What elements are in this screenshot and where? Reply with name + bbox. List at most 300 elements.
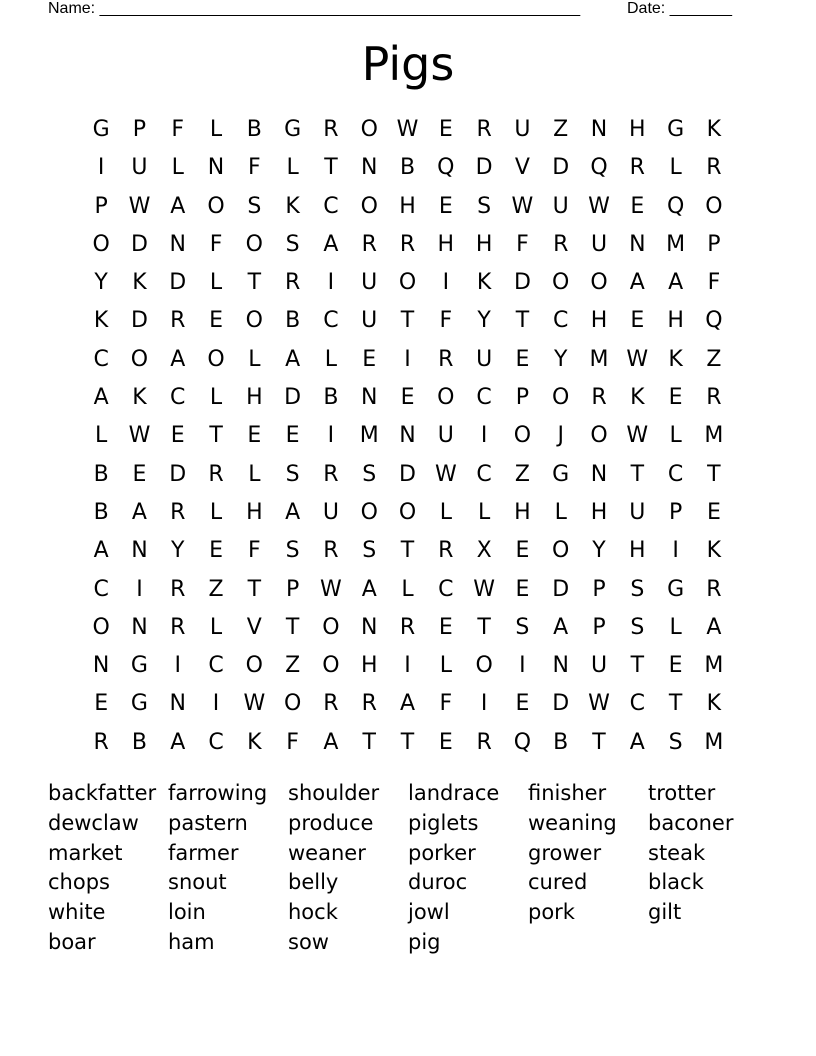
grid-letter: H [629,538,646,564]
grid-letter: U [131,155,148,181]
grid-letter: L [209,117,223,142]
grid-letter: E [438,614,453,640]
grid-letter: N [92,653,110,679]
grid-row [82,149,733,187]
grid-letter: J [557,423,564,449]
grid-letter: N [131,538,148,564]
grid-letter: L [439,499,452,525]
grid-letter: O [398,499,417,525]
grid-letter: I [404,653,411,679]
grid-letter: C [170,385,186,411]
word-bank-item: porker [408,840,476,865]
grid-letter: O [360,117,378,142]
grid-letter: T [707,461,721,487]
grid-letter: V [514,155,530,181]
grid-letter: W [511,193,534,219]
grid-letter: Y [592,538,606,564]
grid-letter: E [668,385,683,411]
grid-letter: H [590,499,608,525]
grid-letter: K [706,691,722,717]
grid-letter: D [513,270,531,296]
grid-letter: M [589,346,609,372]
grid-letter: A [285,346,301,372]
grid-letter: G [667,576,685,602]
grid-letter: T [324,155,338,181]
grid-letter: L [209,614,223,640]
grid-letter: E [668,653,683,679]
grid-letter: P [668,499,683,525]
word-bank-item: jowl [408,900,450,925]
grid-letter: H [360,653,378,679]
grid-letter: O [513,423,532,449]
grid-letter: C [476,385,492,411]
date-field-line: Date: _______ [627,0,732,17]
grid-letter: Q [705,308,723,334]
grid-letter: A [361,576,377,602]
grid-letter: W [588,193,610,219]
grid-letter: R [706,385,722,411]
grid-letter: U [590,231,608,257]
grid-letter: F [171,117,185,142]
grid-letter: Y [94,270,108,296]
word-bank-item: farmer [168,840,239,865]
grid-letter: O [552,538,570,564]
grid-letter: R [93,729,109,755]
grid-letter: P [94,193,108,219]
grid-letter: S [362,538,377,564]
grid-letter: T [285,614,300,640]
grid-letter: T [592,729,606,755]
grid-letter: L [286,155,299,181]
grid-letter: N [590,117,608,142]
grid-letter: N [169,231,186,257]
grid-letter: E [209,308,223,334]
grid-letter: H [667,308,684,334]
grid-letter: Z [208,576,224,602]
grid-letter: S [630,614,645,640]
word-bank-item: black [648,870,704,895]
grid-letter: R [361,231,377,257]
grid-letter: G [552,461,570,487]
grid-letter: R [170,499,186,525]
grid-letter: D [399,461,416,487]
grid-letter: R [208,461,224,487]
grid-letter: U [590,653,608,679]
grid-letter: L [324,346,338,372]
grid-letter: E [630,308,645,334]
grid-letter: R [170,614,186,640]
grid-letter: N [207,155,225,181]
grid-letter: B [131,729,147,755]
grid-letter: A [131,499,147,525]
grid-letter: B [93,499,109,525]
grid-letter: B [246,117,262,142]
grid-letter: G [130,653,148,679]
word-bank-item: belly [288,870,339,895]
grid-letter: N [590,461,608,487]
grid-letter: O [360,499,378,525]
grid-letter: C [667,461,684,487]
grid-letter: I [404,346,411,372]
grid-letter: T [400,729,415,755]
grid-letter: H [475,231,493,257]
grid-letter: G [667,117,685,142]
grid-letter: H [246,385,263,411]
grid-letter: R [438,538,454,564]
grid-letter: S [285,538,300,564]
grid-letter: E [515,538,530,564]
grid-letter: O [590,270,608,296]
grid-letter: M [704,729,724,755]
grid-letter: O [552,385,570,411]
grid-row [82,532,733,570]
word-bank-item: cured [528,870,588,895]
grid-letter: D [130,231,148,257]
grid-row [82,494,733,532]
grid-row [82,609,733,647]
grid-letter: Q [513,729,532,755]
word-bank-item: white [48,900,106,925]
grid-letter: B [285,308,301,334]
grid-letter: W [128,193,151,219]
grid-letter: Y [553,346,568,372]
grid-letter: I [519,653,526,679]
grid-letter: B [93,461,109,487]
grid-letter: S [477,193,492,219]
grid-letter: G [92,117,110,142]
grid-letter: K [630,385,645,411]
grid-letter: K [93,308,109,334]
word-bank-item: trotter [648,781,716,805]
grid-row [82,264,733,302]
grid-letter: T [362,729,376,755]
grid-letter: P [592,614,606,640]
grid-letter: R [591,385,607,411]
grid-letter: U [476,346,493,372]
grid-letter: K [706,538,722,564]
grid-row [82,417,733,455]
word-bank-item: boar [48,929,96,954]
grid-letter: D [475,155,493,181]
grid-letter: L [477,499,491,525]
grid-letter: I [212,691,220,717]
grid-letter: I [327,423,335,449]
grid-letter: I [672,538,679,564]
grid-row [82,647,733,685]
grid-letter: E [438,193,453,219]
grid-letter: U [552,193,569,219]
word-bank-item: pastern [168,810,248,835]
word-bank-item: loin [168,900,206,925]
grid-letter: M [666,231,686,257]
grid-letter: N [629,231,646,257]
grid-letter: R [170,576,186,602]
grid-letter: A [668,270,684,296]
grid-letter: E [438,729,453,755]
grid-letter: L [401,576,414,602]
grid-letter: E [247,423,262,449]
grid-letter: F [248,538,261,564]
grid-letter: K [668,346,683,372]
grid-row [82,341,733,379]
grid-letter: C [323,193,339,219]
grid-letter: O [552,270,570,296]
grid-letter: I [174,653,181,679]
grid-letter: O [92,231,110,257]
grid-letter: W [320,576,342,602]
grid-letter: E [706,499,721,525]
word-bank-item: finisher [528,781,607,805]
grid-row [82,188,733,226]
grid-letter: E [515,346,530,372]
word-bank-item: dewclaw [48,810,139,835]
grid-letter: D [130,308,148,334]
grid-letter: Q [590,155,608,181]
grid-letter: T [209,423,223,449]
grid-letter: H [590,308,608,334]
grid-letter: N [169,691,186,717]
grid-letter: C [208,653,224,679]
grid-letter: N [360,155,378,181]
grid-row [82,685,733,723]
grid-letter: G [130,691,148,717]
word-bank-item: pig [408,929,441,954]
grid-letter: O [130,346,149,372]
grid-row [82,226,733,264]
grid-letter: O [207,193,225,219]
word-bank-item: sow [288,929,329,954]
grid-letter: P [707,231,721,257]
grid-letter: A [170,193,186,219]
grid-letter: R [476,117,492,142]
grid-letter: Z [285,653,301,679]
word-search-grid [82,111,733,762]
grid-letter: A [323,729,339,755]
grid-letter: L [248,461,261,487]
grid-letter: C [629,691,645,717]
grid-letter: K [476,270,492,296]
word-bank-item: steak [648,840,706,865]
grid-letter: O [360,193,378,219]
grid-letter: R [399,614,416,640]
word-bank-item: weaner [288,840,366,865]
grid-letter: N [399,423,416,449]
grid-letter: F [439,691,453,717]
grid-letter: A [399,691,416,717]
grid-letter: C [323,308,339,334]
word-bank-item: weaning [528,810,617,835]
grid-letter: C [93,346,109,372]
grid-letter: H [514,499,531,525]
grid-letter: N [360,614,378,640]
grid-letter: E [132,461,147,487]
grid-letter: L [669,423,682,449]
grid-letter: Y [477,308,491,334]
grid-letter: L [248,346,261,372]
grid-letter: W [626,423,649,449]
grid-letter: A [706,614,722,640]
grid-letter: D [552,691,570,717]
grid-letter: P [592,576,606,602]
grid-letter: U [322,499,339,525]
grid-letter: Z [706,346,722,372]
grid-letter: W [243,691,266,717]
grid-letter: L [171,155,184,181]
grid-letter: R [399,231,416,257]
grid-letter: D [284,385,302,411]
word-bank-item: market [48,840,123,865]
grid-letter: S [285,231,300,257]
grid-letter: K [706,117,722,142]
grid-letter: R [553,231,569,257]
word-bank-item: baconer [648,810,734,835]
grid-letter: Z [514,461,530,487]
grid-letter: W [626,346,649,372]
grid-letter: F [707,270,721,296]
grid-letter: K [132,385,147,411]
word-bank-item: farrowing [168,781,268,805]
word-bank-item: chops [48,870,110,895]
grid-letter: R [323,538,339,564]
grid-letter: A [93,538,109,564]
grid-letter: O [245,308,263,334]
grid-letter: L [669,155,682,181]
grid-letter: P [285,576,300,602]
grid-letter: R [323,461,339,487]
grid-letter: R [706,576,722,602]
grid-letter: T [477,614,491,640]
grid-letter: M [704,653,724,679]
word-bank [48,779,768,958]
grid-letter: S [285,461,300,487]
grid-letter: O [398,270,417,296]
grid-letter: K [285,193,300,219]
grid-row [82,302,733,340]
grid-letter: E [438,117,453,142]
grid-letter: T [630,461,645,487]
grid-letter: Z [553,117,569,142]
grid-letter: U [361,270,378,296]
grid-letter: L [439,653,452,679]
grid-letter: U [361,308,378,334]
word-bank-item: landrace [408,781,500,805]
grid-letter: E [630,193,645,219]
grid-letter: W [128,423,151,449]
grid-letter: W [396,117,419,142]
grid-letter: T [668,691,683,717]
grid-letter: A [170,729,186,755]
grid-letter: R [323,117,339,142]
word-bank-item: ham [168,929,215,954]
grid-letter: F [286,729,299,755]
word-bank-item: piglets [408,810,479,835]
word-bank-item: produce [288,810,374,835]
grid-letter: O [475,653,493,679]
grid-letter: K [247,729,262,755]
grid-letter: D [169,461,187,487]
grid-letter: I [97,155,105,181]
grid-letter: U [437,423,454,449]
grid-letter: U [629,499,646,525]
grid-letter: L [209,499,223,525]
grid-letter: W [473,576,495,602]
grid-row [82,571,733,609]
grid-letter: N [552,653,569,679]
grid-letter: T [247,270,262,296]
grid-letter: O [245,653,263,679]
grid-letter: W [434,461,457,487]
grid-letter: I [327,270,335,296]
grid-letter: T [247,576,262,602]
grid-letter: E [362,346,377,372]
grid-letter: Q [666,193,685,219]
grid-letter: A [170,346,186,372]
grid-letter: H [399,193,416,219]
grid-letter: U [514,117,531,142]
grid-letter: E [170,423,185,449]
grid-letter: L [554,499,567,525]
grid-letter: I [442,270,450,296]
grid-letter: F [516,231,529,257]
word-bank-item: backfatter [48,781,157,805]
grid-letter: B [399,155,416,181]
grid-letter: N [360,385,378,411]
grid-row [82,456,733,494]
grid-letter: C [438,576,454,602]
grid-letter: S [668,729,683,755]
grid-letter: L [95,423,108,449]
grid-letter: B [323,385,339,411]
grid-letter: Q [437,155,455,181]
grid-letter: R [284,270,301,296]
grid-letter: F [209,231,223,257]
grid-letter: A [285,499,301,525]
grid-letter: Y [171,538,185,564]
grid-letter: S [362,461,377,487]
grid-letter: L [209,385,223,411]
grid-letter: A [629,270,645,296]
grid-letter: T [400,308,415,334]
grid-letter: T [515,308,530,334]
grid-letter: S [630,576,645,602]
grid-letter: I [136,576,143,602]
grid-letter: I [480,423,488,449]
grid-letter: S [515,614,530,640]
grid-letter: T [630,653,645,679]
grid-letter: L [669,614,682,640]
grid-letter: R [476,729,492,755]
grid-letter: O [590,423,608,449]
word-bank-item: gilt [648,900,682,925]
word-bank-item: pork [528,900,575,925]
grid-letter: E [209,538,223,564]
grid-letter: E [94,691,109,717]
grid-letter: A [629,729,645,755]
grid-letter: T [400,538,415,564]
grid-letter: R [438,346,454,372]
word-bank-item: duroc [408,870,468,895]
grid-letter: E [400,385,415,411]
grid-letter: H [437,231,455,257]
grid-letter: O [245,231,263,257]
grid-letter: C [208,729,224,755]
grid-letter: W [588,691,610,717]
grid-letter: E [515,691,530,717]
grid-letter: A [323,231,339,257]
grid-letter: O [705,193,723,219]
grid-letter: L [209,270,223,296]
grid-letter: B [553,729,569,755]
